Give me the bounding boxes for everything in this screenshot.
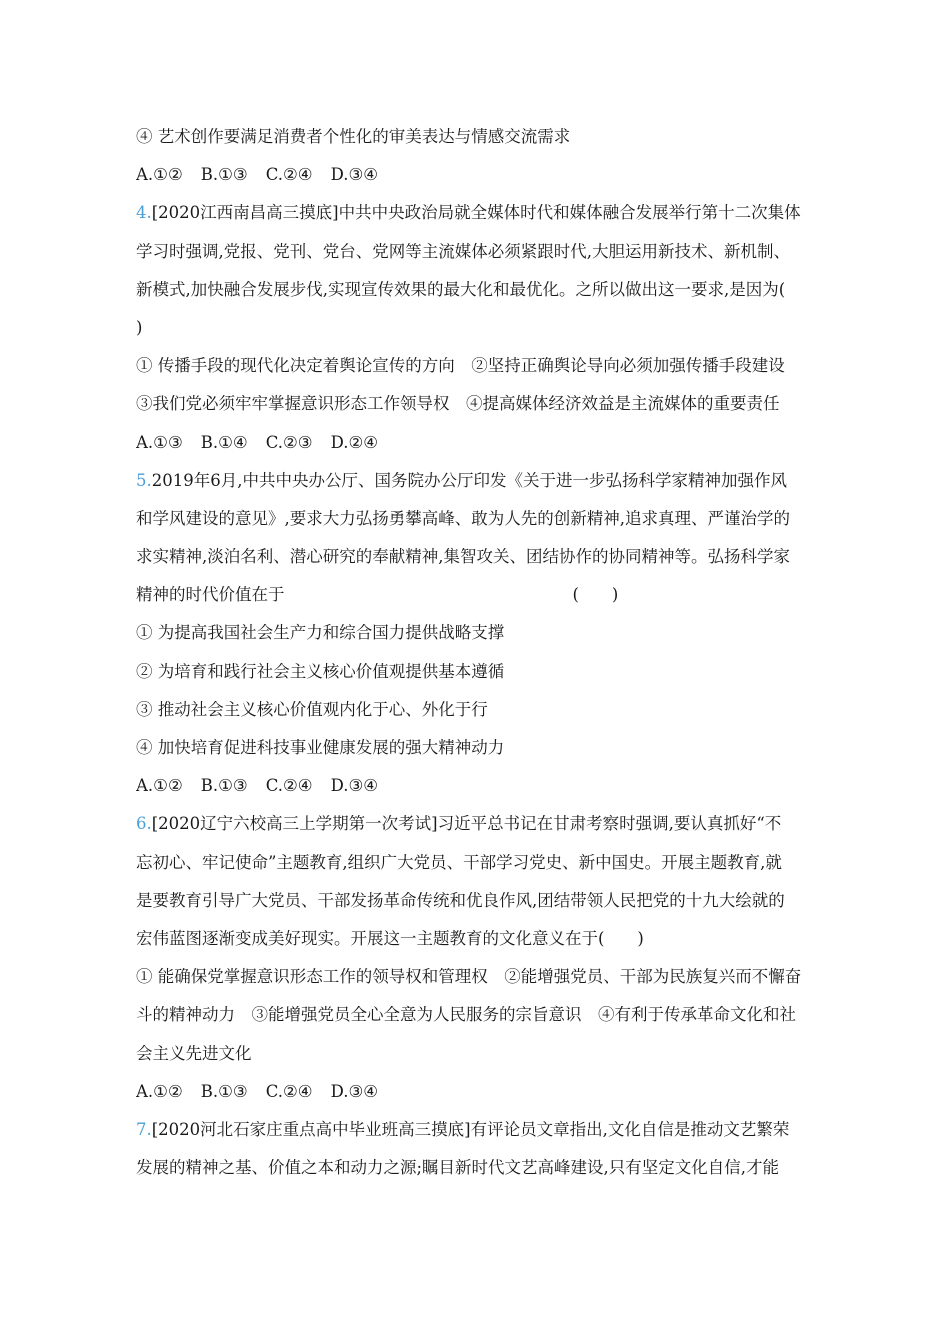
q5-stem-line-4: 精神的时代价值在于 ( ) bbox=[136, 585, 619, 605]
q7-stem-line-1: 7.[2020河北石家庄重点高中毕业班高三摸底]有评论员文章指出,文化自信是推动文艺繁荣 bbox=[136, 1119, 790, 1139]
q5-option-3: ③ 推动社会主义核心价值观内化于心、外化于行 bbox=[136, 699, 488, 719]
choice-c[interactable]: C.②④ bbox=[265, 165, 313, 185]
q4-number: 4. bbox=[136, 203, 152, 223]
choice-b[interactable]: B.①③ bbox=[200, 165, 248, 185]
q4-option-line-2: ③我们党必须牢牢掌握意识形态工作领导权 ④提高媒体经济效益是主流媒体的重要责任 bbox=[136, 394, 780, 414]
choice-a[interactable]: A.①② bbox=[136, 1081, 183, 1101]
q5-stem-line-2: 和学风建设的意见》,要求大力弘扬勇攀高峰、敢为人先的创新精神,追求真理、严谨治学的 bbox=[136, 508, 790, 528]
q3-option-4: ④ 艺术创作要满足消费者个性化的审美表达与情感交流需求 bbox=[136, 127, 571, 146]
q6-stem-line-3: 是要教育引导广大党员、干部发扬革命传统和优良作风,团结带领人民把党的十九大绘就的 bbox=[136, 890, 785, 910]
q5-stem-line-1: 5.2019年6月,中共中央办公厅、国务院办公厅印发《关于进一步弘扬科学家精神加强作风 bbox=[136, 470, 787, 490]
q4-stem-line-4: ) bbox=[136, 317, 143, 337]
q5-choices bbox=[136, 767, 826, 805]
choice-d[interactable]: D.③④ bbox=[330, 1081, 379, 1101]
q6-choices bbox=[136, 1073, 826, 1111]
choice-c[interactable]: C.②④ bbox=[265, 1081, 313, 1101]
q6-option-line-3: 会主义先进文化 bbox=[136, 1043, 252, 1063]
q4-stem-line-3: 新模式,加快融合发展步伐,实现宣传效果的最大化和最优化。之所以做出这一要求,是因为( bbox=[136, 279, 786, 299]
q4-choices bbox=[136, 424, 826, 462]
choice-b[interactable]: B.①③ bbox=[200, 776, 248, 796]
q5-option-2: ② 为培育和践行社会主义核心价值观提供基本遵循 bbox=[136, 661, 505, 681]
choice-a[interactable]: A.①② bbox=[136, 776, 183, 796]
q4-option-line-1: ① 传播手段的现代化决定着舆论宣传的方向 ②坚持正确舆论导向必须加强传播手段建设 bbox=[136, 356, 785, 376]
choice-b[interactable]: B.①③ bbox=[200, 1081, 248, 1101]
q5-number: 5. bbox=[136, 470, 152, 490]
q6-option-line-2: 斗的精神动力 ③能增强党员全心全意为人民服务的宗旨意识 ④有利于传承革命文化和社 bbox=[136, 1005, 796, 1025]
q6-stem-line-4: 宏伟蓝图逐渐变成美好现实。开展这一主题教育的文化意义在于( ) bbox=[136, 928, 644, 948]
q6-stem-line-1: 6.[2020辽宁六校高三上学期第一次考试]习近平总书记在甘肃考察时强调,要认真抓好“不 bbox=[136, 814, 782, 834]
document-page bbox=[136, 118, 826, 1187]
choice-b[interactable]: B.①④ bbox=[200, 432, 248, 452]
q5-stem-line-3: 求实精神,淡泊名利、潜心研究的奉献精神,集智攻关、团结协作的协同精神等。弘扬科学家 bbox=[136, 547, 790, 567]
q4-stem-line-2: 学习时强调,党报、党刊、党台、党网等主流媒体必须紧跟时代,大胆运用新技术、新机制、 bbox=[136, 241, 790, 261]
q6-option-line-1: ① 能确保党掌握意识形态工作的领导权和管理权 ②能增强党员、干部为民族复兴而不懈奋 bbox=[136, 967, 802, 987]
choice-d[interactable]: D.③④ bbox=[330, 776, 379, 796]
q7-number: 7. bbox=[136, 1119, 152, 1139]
q7-stem-line-2: 发展的精神之基、价值之本和动力之源;瞩目新时代文艺高峰建设,只有坚定文化自信,才能 bbox=[136, 1158, 780, 1178]
q5-option-4: ④ 加快培育促进科技事业健康发展的强大精神动力 bbox=[136, 738, 505, 757]
q5-option-1: ① 为提高我国社会生产力和综合国力提供战略支撑 bbox=[136, 623, 505, 643]
answer-paren: ( ) bbox=[572, 585, 619, 605]
q4-stem-line-1: 4.[2020江西南昌高三摸底]中共中央政治局就全媒体时代和媒体融合发展举行第十二次集体 bbox=[136, 203, 801, 223]
choice-a[interactable]: A.①② bbox=[136, 165, 183, 185]
choice-c[interactable]: C.②③ bbox=[265, 432, 313, 452]
choice-d[interactable]: D.②④ bbox=[330, 432, 379, 452]
q6-stem-line-2: 忘初心、牢记使命”主题教育,组织广大党员、干部学习党史、新中国史。开展主题教育,就 bbox=[136, 852, 782, 872]
choice-d[interactable]: D.③④ bbox=[330, 165, 379, 185]
q3-choices bbox=[136, 156, 826, 194]
q6-number: 6. bbox=[136, 814, 152, 834]
choice-a[interactable]: A.①③ bbox=[136, 432, 183, 452]
choice-c[interactable]: C.②④ bbox=[265, 776, 313, 796]
